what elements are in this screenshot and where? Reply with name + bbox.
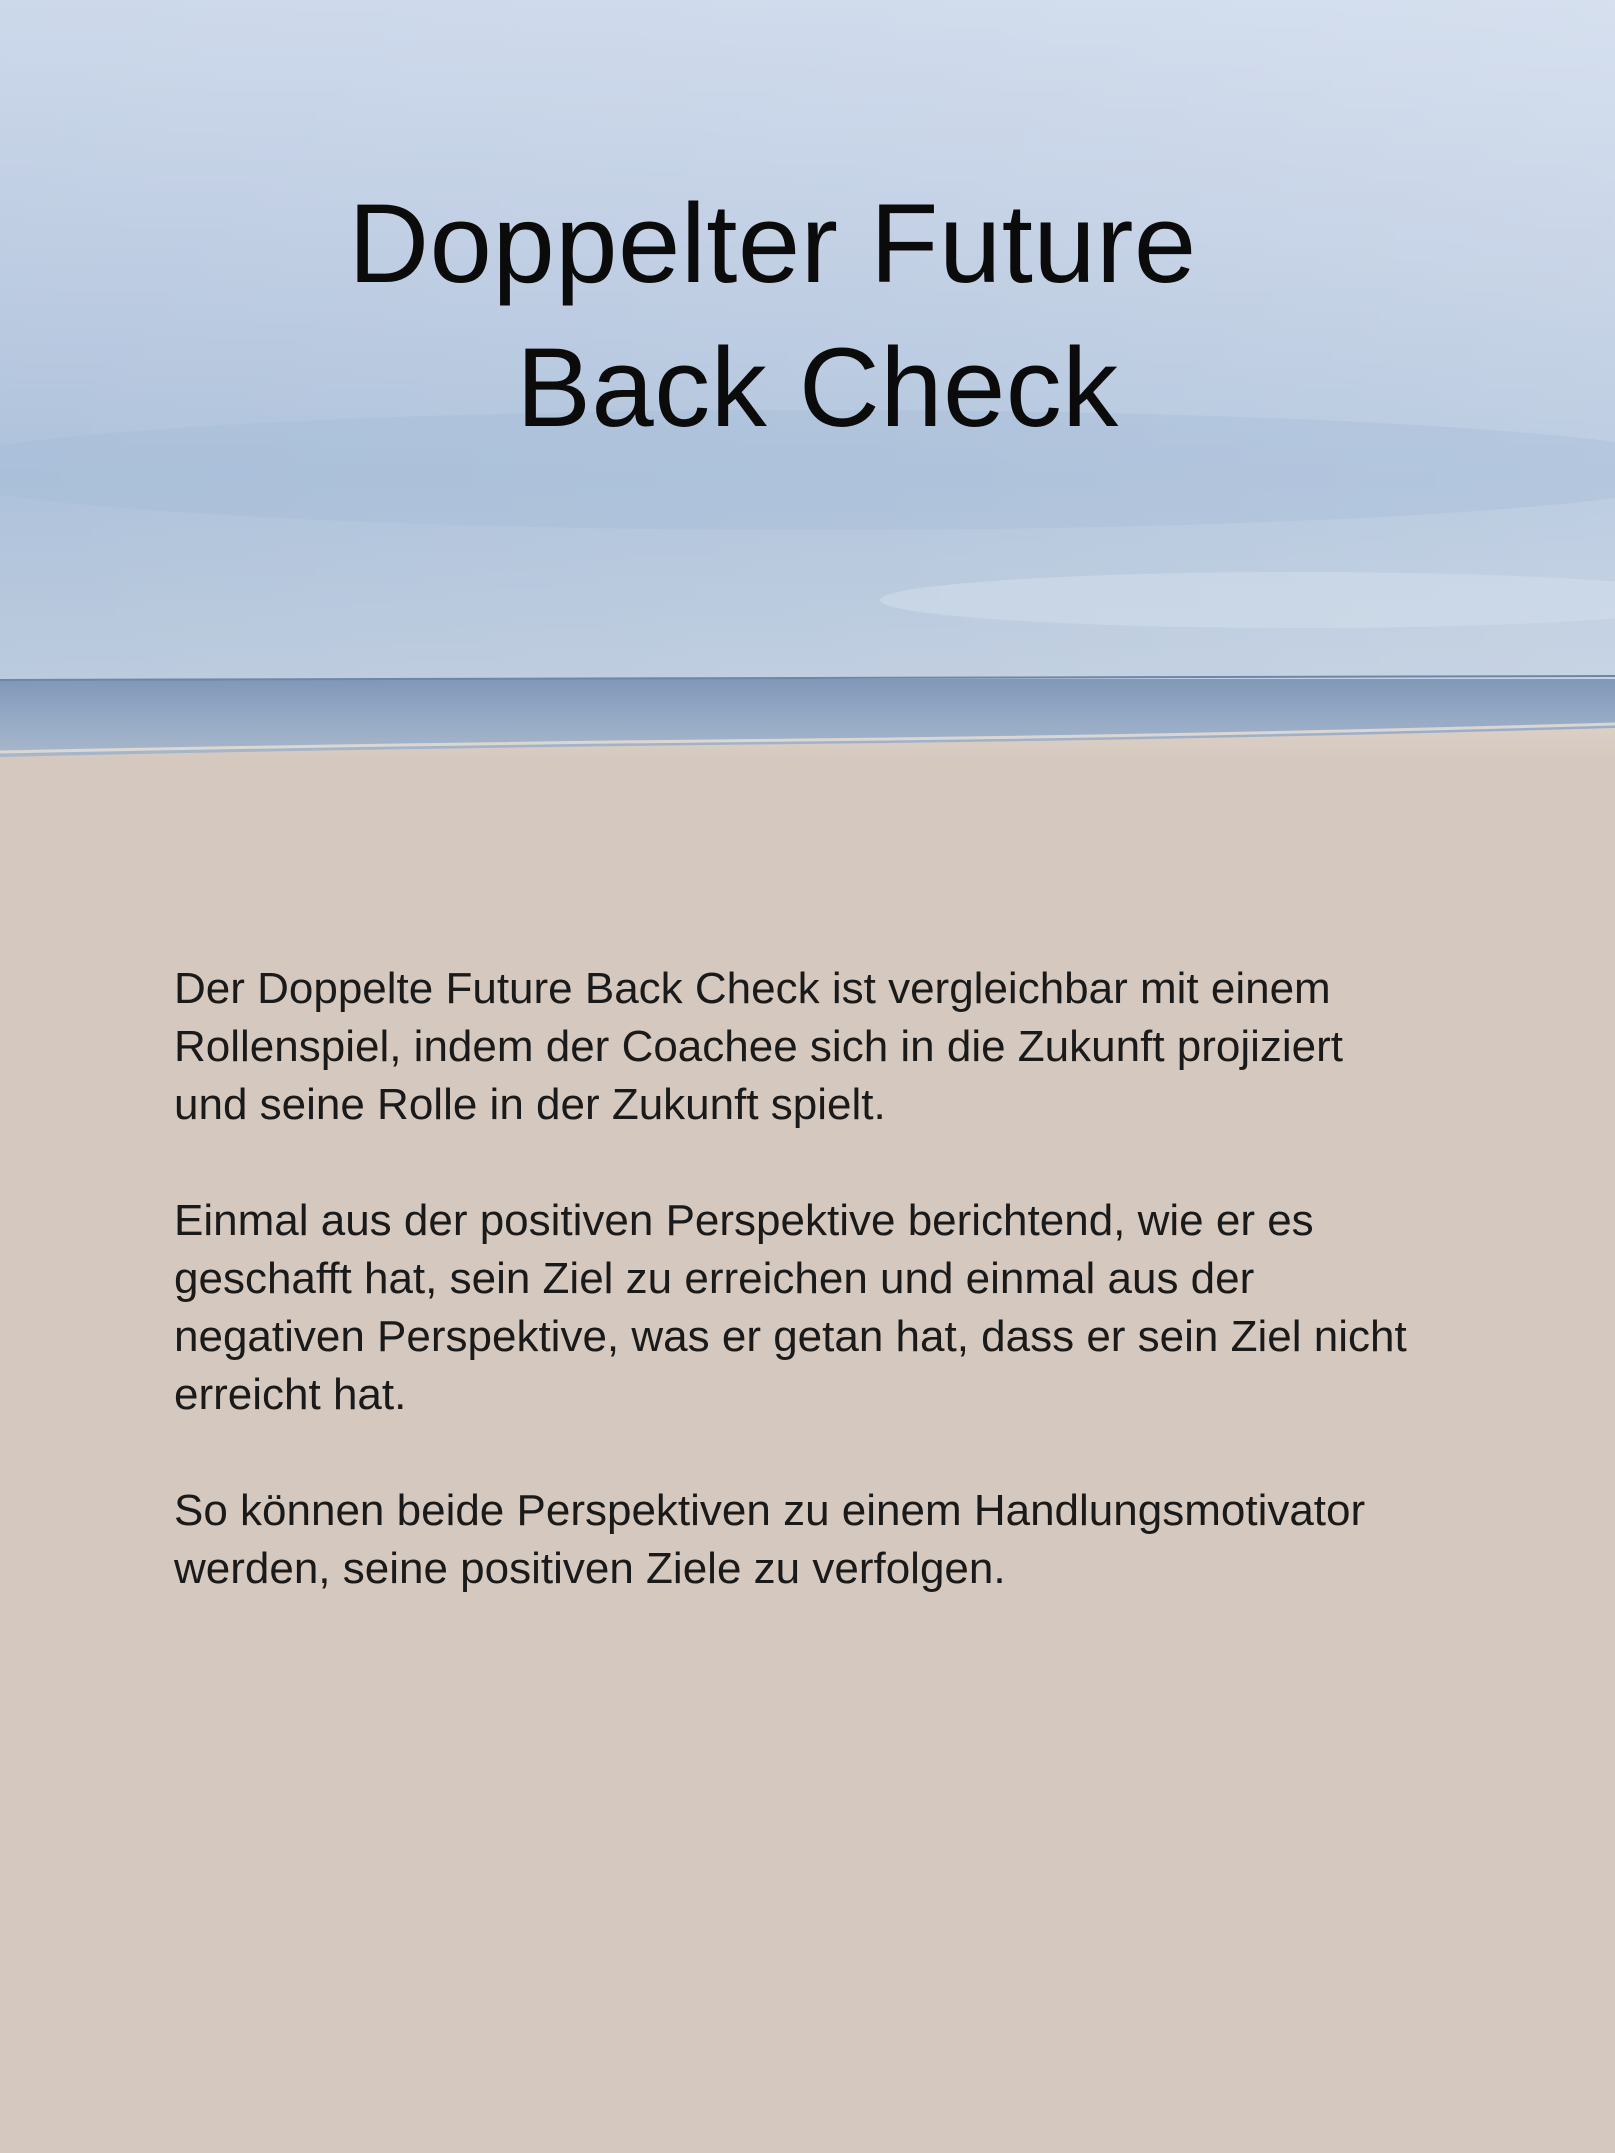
title-line-2: Back Check — [516, 325, 1119, 450]
paragraph-line: werden, seine positiven Ziele zu verfolgen. — [174, 1544, 1006, 1593]
paragraph-line: So können beide Perspektiven zu einem Handlungsmotivator — [174, 1486, 1366, 1535]
paragraph-line: Einmal aus der positiven Perspektive berichtend, wie er es — [174, 1196, 1314, 1245]
body-text — [174, 960, 1494, 1656]
paragraph-line: erreicht hat. — [174, 1370, 407, 1419]
paragraph-line: Der Doppelte Future Back Check ist vergleichbar mit einem — [174, 964, 1331, 1013]
paragraph-1 — [174, 960, 1494, 1134]
paragraph-line: negativen Perspektive, was er getan hat, dass er sein Ziel nicht — [174, 1312, 1407, 1361]
paragraph-2 — [174, 1192, 1494, 1424]
paragraph-line: Rollenspiel, indem der Coachee sich in die Zukunft projiziert — [174, 1022, 1344, 1071]
paragraph-3 — [174, 1482, 1494, 1598]
paragraph-line: geschafft hat, sein Ziel zu erreichen und einmal aus der — [174, 1254, 1255, 1303]
page-title — [0, 172, 1615, 460]
title-line-1: Doppelter Future — [348, 181, 1197, 306]
paragraph-line: und seine Rolle in der Zukunft spielt. — [174, 1080, 886, 1129]
